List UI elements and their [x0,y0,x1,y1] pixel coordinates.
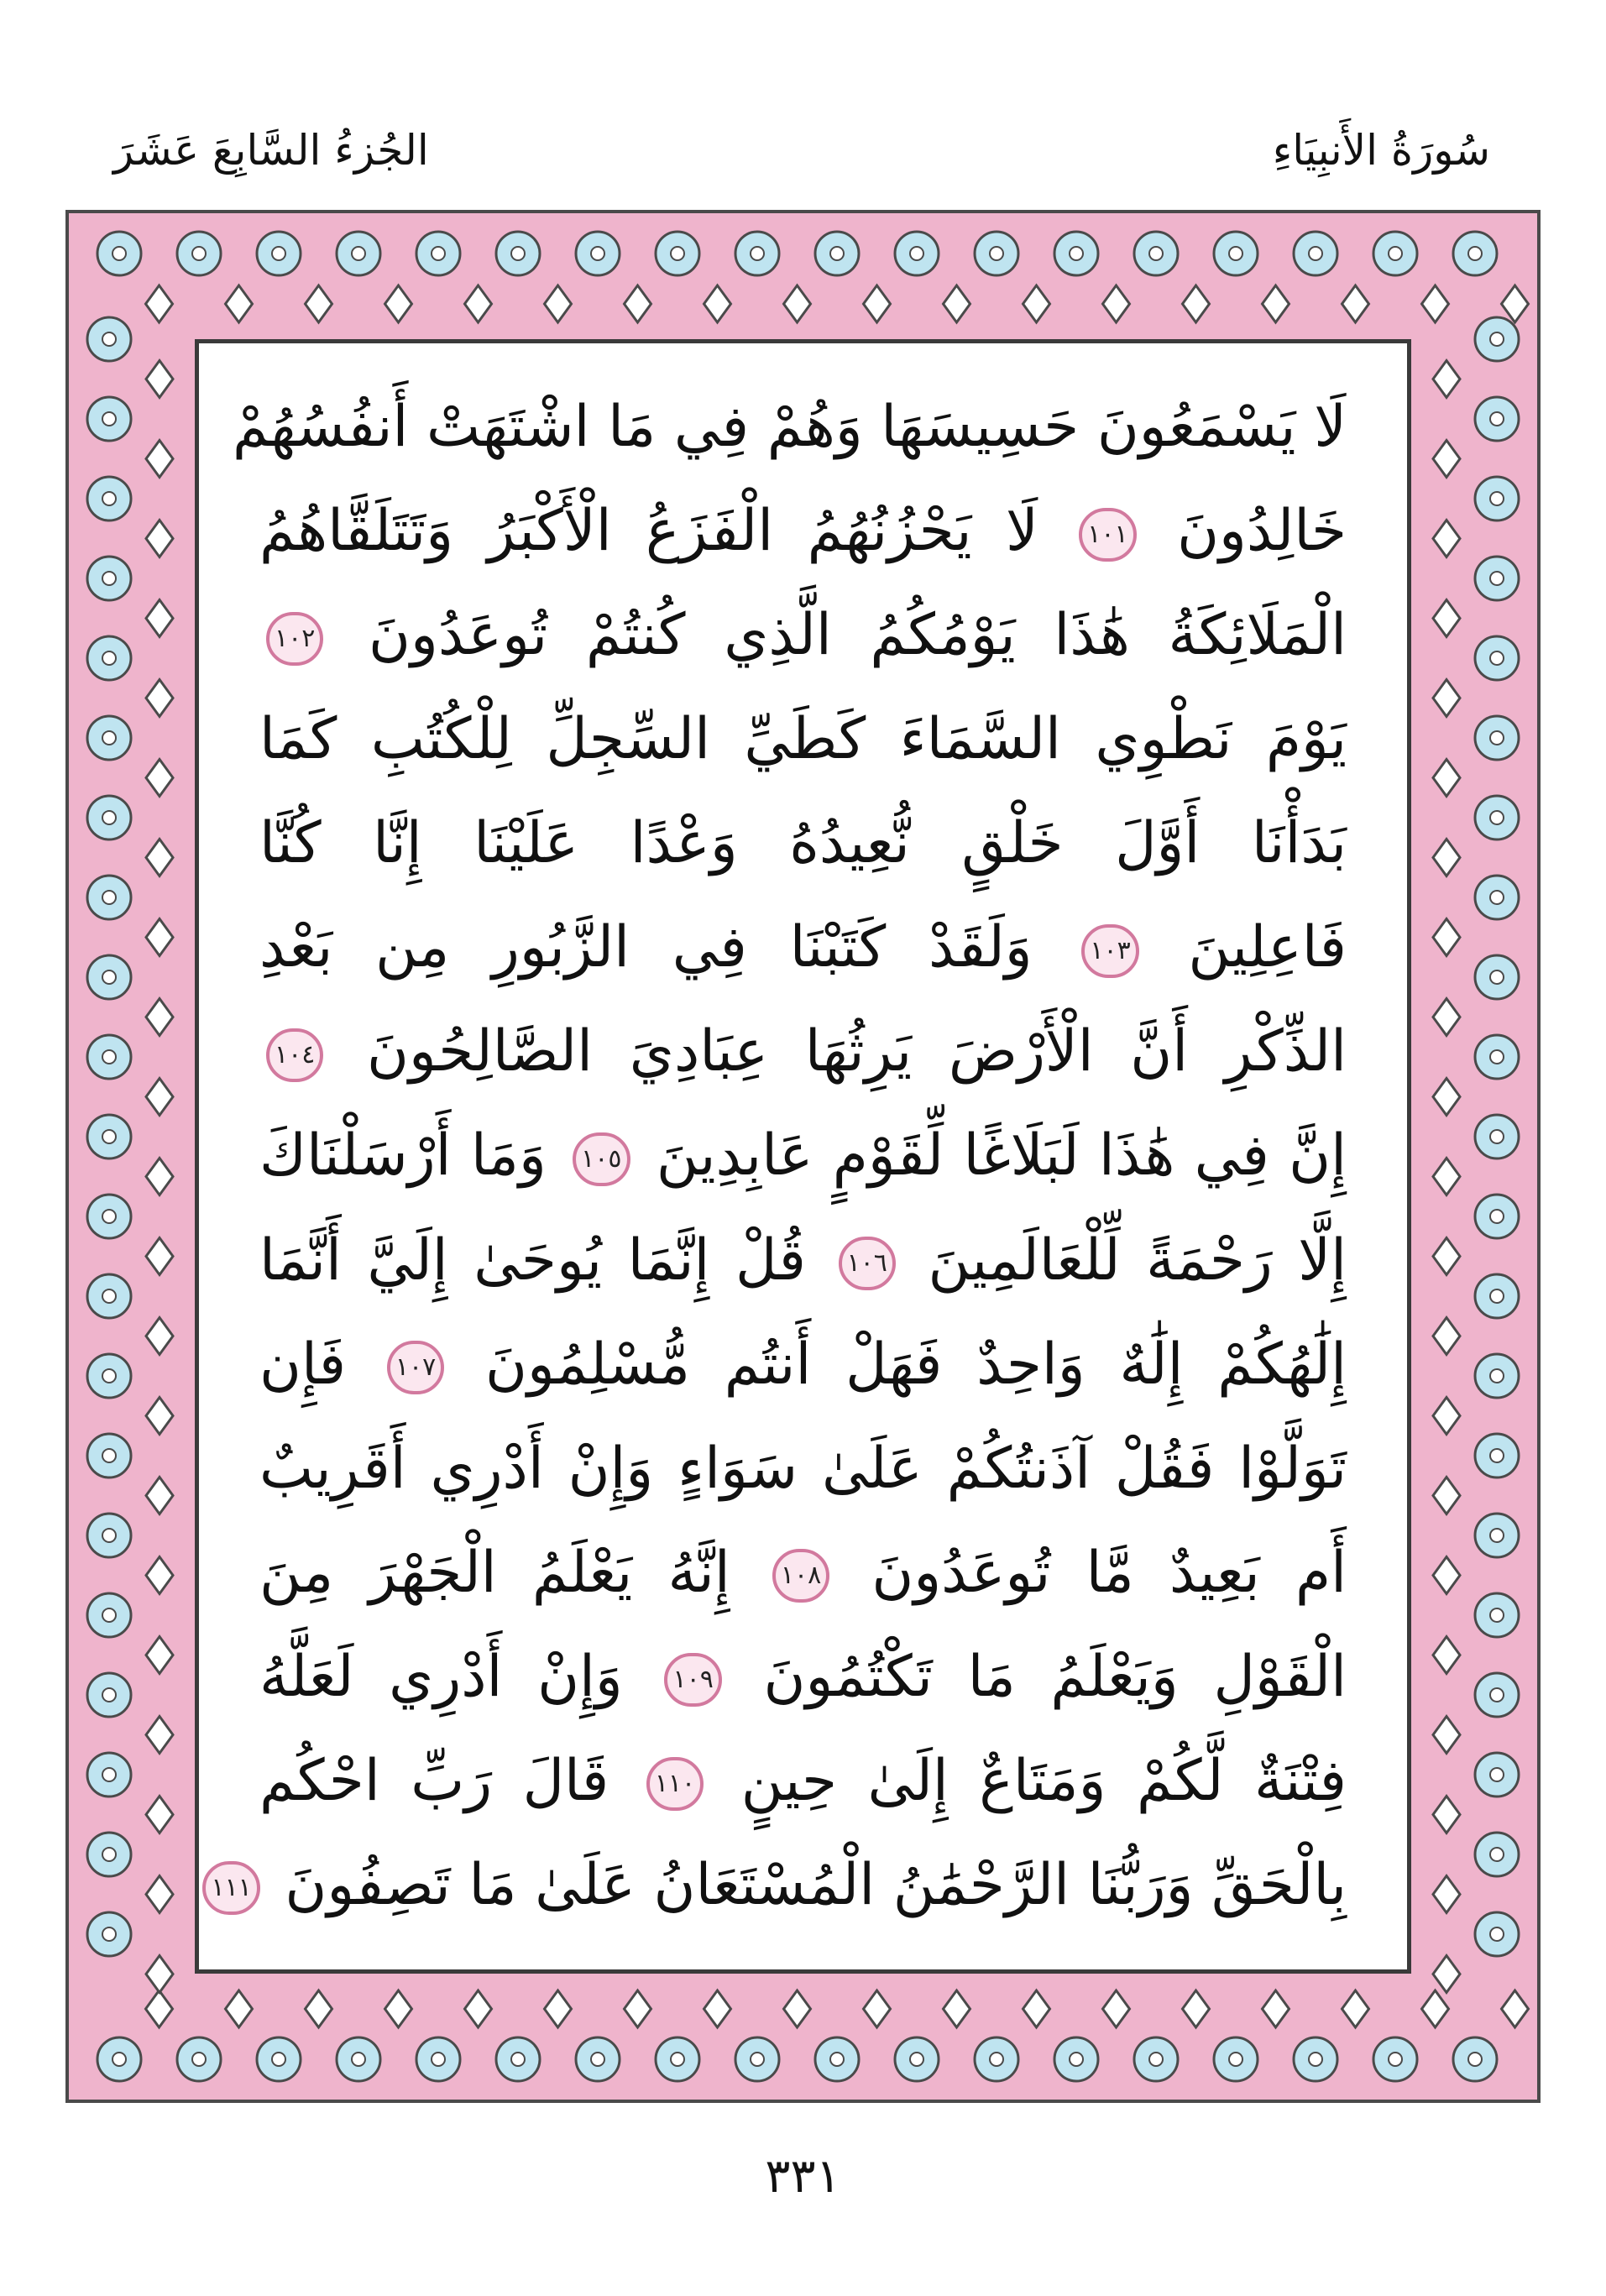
flower-center-icon [1490,1608,1504,1622]
flower-center-icon [102,412,116,426]
lozenge-ornament-icon [625,285,651,322]
text-line [259,1731,1347,1832]
verse-text: لَا يَحْزُنُهُمُ الْفَزَعُ الْأَكْبَرُ وَتَتَلَقَّاهُمُ [259,498,1038,565]
flower-center-icon [352,247,365,260]
flower-center-icon [102,1688,116,1702]
flower-center-icon [1490,731,1504,745]
lozenge-ornament-icon [864,285,891,322]
lozenge-ornament-icon [944,1990,970,2027]
flower-center-icon [1389,2053,1402,2066]
lozenge-ornament-icon [1433,441,1460,478]
lozenge-ornament-icon [146,760,173,797]
flower-center-icon [1490,412,1504,426]
verse-text: إِنَّ فِي هَٰذَا لَبَلَاغًا لِّقَوْمٍ عَابِدِينَ [656,1122,1347,1190]
flower-center-icon [192,2053,206,2066]
lozenge-ornament-icon [1433,600,1460,637]
lozenge-ornament-icon [944,285,970,322]
flower-center-icon [112,247,126,260]
lozenge-ornament-icon [146,1876,173,1913]
lozenge-ornament-icon [226,1990,253,2027]
verse-text: تَوَلَّوْا فَقُلْ آذَنتُكُمْ عَلَىٰ سَوَاءٍ وَإِنْ أَدْرِي أَقَرِيبٌ [259,1435,1347,1502]
text-panel [195,339,1411,1974]
lozenge-ornament-icon [146,1238,173,1275]
text-line [259,793,1347,894]
verse-text: بَدَأْنَا أَوَّلَ خَلْقٍ نُّعِيدُهُ وَعْدًا عَلَيْنَا إِنَّا كُنَّا [259,810,1347,877]
text-line [259,1523,1347,1624]
ornamental-frame [65,210,1541,2103]
lozenge-ornament-icon [625,1990,651,2027]
lozenge-ornament-icon [146,1318,173,1355]
ayah-number-marker: ١٠٣ [1081,924,1138,978]
flower-center-icon [1490,811,1504,824]
lozenge-ornament-icon [306,285,332,322]
flower-center-icon [1229,247,1242,260]
flower-center-icon [511,247,525,260]
flower-center-icon [1468,2053,1482,2066]
flower-center-icon [102,1927,116,1941]
lozenge-ornament-icon [1433,361,1460,398]
flower-center-icon [1490,332,1504,346]
flower-center-icon [990,2053,1003,2066]
ayah-number-marker: ١١١ [202,1861,259,1915]
text-line [259,1315,1347,1415]
flower-center-icon [511,2053,525,2066]
lozenge-ornament-icon [146,1557,173,1594]
lozenge-ornament-icon [306,1990,332,2027]
flower-center-icon [1490,1289,1504,1303]
verse-text: قَالَ رَبِّ احْكُم [259,1747,609,1814]
flower-center-icon [102,970,116,984]
verse-text: فِتْنَةٌ لَّكُمْ وَمَتَاعٌ إِلَىٰ حِينٍ [740,1747,1347,1814]
lozenge-ornament-icon [146,520,173,557]
lozenge-ornament-icon [146,1637,173,1674]
lozenge-ornament-icon [1433,680,1460,717]
lozenge-ornament-icon [146,285,173,322]
flower-center-icon [102,572,116,585]
quran-text [211,377,1347,1936]
flower-center-icon [1490,572,1504,585]
lozenge-ornament-icon [864,1990,891,2027]
lozenge-ornament-icon [226,285,253,322]
lozenge-ornament-icon [704,285,731,322]
lozenge-ornament-icon [146,1477,173,1514]
lozenge-ornament-icon [1433,1637,1460,1674]
ayah-number-marker: ١٠٨ [772,1549,829,1603]
ayah-number-marker: ١٠٤ [266,1028,323,1082]
flower-center-icon [1309,247,1322,260]
verse-text: الْمَلَائِكَةُ هَٰذَا يَوْمُكُمُ الَّذِي كُنتُمْ تُوعَدُونَ [369,602,1347,669]
ayah-number-marker: ١٠٥ [573,1132,630,1186]
flower-center-icon [1149,247,1163,260]
flower-center-icon [102,1449,116,1462]
flower-center-icon [102,1768,116,1781]
lozenge-ornament-icon [1433,1956,1460,1993]
flower-center-icon [102,811,116,824]
verse-text: وَمَا أَرْسَلْنَاكَ [259,1122,547,1190]
verse-text: وَإِنْ أَدْرِي لَعَلَّهُ [259,1643,623,1710]
flower-center-icon [102,651,116,665]
flower-center-icon [910,247,923,260]
text-line [259,1002,1347,1102]
lozenge-ornament-icon [146,1956,173,1993]
flower-center-icon [102,1848,116,1861]
lozenge-ornament-icon [146,839,173,876]
verse-text: فَاعِلِينَ [1188,914,1347,981]
text-line [259,585,1347,686]
lozenge-ornament-icon [385,285,412,322]
lozenge-ornament-icon [1183,1990,1210,2027]
ayah-number-marker: ١٠٧ [387,1341,444,1394]
flower-center-icon [830,247,844,260]
flower-center-icon [1490,1050,1504,1064]
page-header [113,126,1490,193]
text-line [232,377,1347,478]
flower-center-icon [1149,2053,1163,2066]
flower-center-icon [102,1608,116,1622]
flower-center-icon [1070,247,1083,260]
flower-center-icon [112,2053,126,2066]
ayah-number-marker: ١٠٩ [664,1653,721,1707]
verse-text: يَوْمَ نَطْوِي السَّمَاءَ كَطَيِّ السِّجِلِّ لِلْكُتُبِ كَمَا [259,706,1347,773]
lozenge-ornament-icon [1422,1990,1449,2027]
flower-center-icon [671,2053,684,2066]
lozenge-ornament-icon [1433,1797,1460,1833]
juz-name: الجُزءُ السَّابِعَ عَشَرَ [113,126,429,175]
lozenge-ornament-icon [545,1990,572,2027]
verse-text: قُلْ إِنَّمَا يُوحَىٰ إِلَيَّ أَنَّمَا [259,1226,806,1294]
lozenge-ornament-icon [1422,285,1449,322]
lozenge-ornament-icon [1433,1557,1460,1594]
flower-center-icon [1490,1369,1504,1383]
verse-text: لَا يَسْمَعُونَ حَسِيسَهَا وَهُمْ فِي مَا اشْتَهَتْ أَنفُسُهُمْ [232,394,1347,460]
flower-center-icon [751,247,764,260]
lozenge-ornament-icon [1342,1990,1369,2027]
verse-text: فَإِن [259,1331,347,1398]
lozenge-ornament-icon [1433,1717,1460,1754]
lozenge-ornament-icon [385,1990,412,2027]
flower-center-icon [102,1130,116,1143]
flower-center-icon [1490,1848,1504,1861]
lozenge-ornament-icon [1433,1079,1460,1116]
lozenge-ornament-icon [1183,285,1210,322]
lozenge-ornament-icon [1433,520,1460,557]
lozenge-ornament-icon [1502,285,1529,322]
lozenge-ornament-icon [1433,919,1460,956]
flower-center-icon [1490,492,1504,505]
lozenge-ornament-icon [1023,1990,1050,2027]
flower-center-icon [1490,1529,1504,1542]
lozenge-ornament-icon [146,441,173,478]
lozenge-ornament-icon [1433,1477,1460,1514]
flower-center-icon [102,492,116,505]
lozenge-ornament-icon [1433,760,1460,797]
flower-center-icon [272,247,285,260]
flower-center-icon [1389,247,1402,260]
verse-text: خَالِدُونَ [1177,498,1347,565]
ayah-number-marker: ١٠٢ [266,612,323,666]
flower-center-icon [102,891,116,904]
lozenge-ornament-icon [146,680,173,717]
page-number: ٣٣١ [765,2149,841,2204]
lozenge-ornament-icon [1433,839,1460,876]
lozenge-ornament-icon [465,285,492,322]
lozenge-ornament-icon [146,919,173,956]
flower-center-icon [591,2053,604,2066]
text-line [259,689,1347,790]
flower-center-icon [1070,2053,1083,2066]
verse-text: إِنَّهُ يَعْلَمُ الْجَهْرَ مِنَ [259,1539,730,1606]
flower-center-icon [432,247,445,260]
lozenge-ornament-icon [146,1398,173,1435]
ayah-number-marker: ١٠٦ [839,1237,896,1290]
lozenge-ornament-icon [704,1990,731,2027]
flower-center-icon [751,2053,764,2066]
lozenge-ornament-icon [1433,1398,1460,1435]
flower-center-icon [352,2053,365,2066]
text-line [259,1419,1347,1519]
lozenge-ornament-icon [1433,999,1460,1036]
flower-center-icon [1490,970,1504,984]
lozenge-ornament-icon [146,1079,173,1116]
verse-text: الْقَوْلِ وَيَعْلَمُ مَا تَكْتُمُونَ [763,1643,1347,1710]
flower-center-icon [990,247,1003,260]
verse-text: إِلَٰهُكُمْ إِلَٰهٌ وَاحِدٌ فَهَلْ أَنتُم مُّسْلِمُونَ [485,1331,1347,1398]
flower-center-icon [1490,1449,1504,1462]
lozenge-ornament-icon [1433,1876,1460,1913]
text-line [259,1627,1347,1728]
flower-center-icon [1468,247,1482,260]
ayah-number-marker: ١١٠ [646,1757,704,1811]
flower-center-icon [102,332,116,346]
lozenge-ornament-icon [146,1158,173,1195]
text-line [259,1211,1347,1311]
flower-center-icon [272,2053,285,2066]
flower-center-icon [102,1210,116,1223]
flower-center-icon [1490,1927,1504,1941]
text-line [259,481,1347,582]
lozenge-ornament-icon [784,1990,811,2027]
lozenge-ornament-icon [1023,285,1050,322]
lozenge-ornament-icon [784,285,811,322]
text-line [259,897,1347,998]
flower-center-icon [102,731,116,745]
text-line [211,1835,1347,1936]
lozenge-ornament-icon [1502,1990,1529,2027]
surah-name: سُورَةُ الأَنبِيَاءِ [1272,126,1490,175]
lozenge-ornament-icon [146,999,173,1036]
flower-center-icon [1229,2053,1242,2066]
lozenge-ornament-icon [1103,1990,1130,2027]
flower-center-icon [910,2053,923,2066]
flower-center-icon [102,1289,116,1303]
flower-center-icon [1490,1130,1504,1143]
flower-center-icon [1490,1210,1504,1223]
lozenge-ornament-icon [465,1990,492,2027]
flower-center-icon [102,1050,116,1064]
verse-text: أَم بَعِيدٌ مَّا تُوعَدُونَ [871,1539,1347,1606]
flower-center-icon [1309,2053,1322,2066]
verse-text: إِلَّا رَحْمَةً لِّلْعَالَمِينَ [928,1226,1347,1294]
lozenge-ornament-icon [1342,285,1369,322]
flower-center-icon [1490,1768,1504,1781]
lozenge-ornament-icon [1263,285,1290,322]
flower-center-icon [1490,1688,1504,1702]
lozenge-ornament-icon [146,600,173,637]
flower-center-icon [102,1369,116,1383]
text-line [259,1106,1347,1206]
flower-center-icon [591,247,604,260]
flower-center-icon [830,2053,844,2066]
verse-text: بِالْحَقِّ وَرَبُّنَا الرَّحْمَٰنُ الْمُسْتَعَانُ عَلَىٰ مَا تَصِفُونَ [285,1851,1347,1918]
lozenge-ornament-icon [146,1990,173,2027]
flower-center-icon [1490,891,1504,904]
ayah-number-marker: ١٠١ [1079,508,1136,562]
lozenge-ornament-icon [146,1717,173,1754]
verse-text: الذِّكْرِ أَنَّ الْأَرْضَ يَرِثُهَا عِبَادِيَ الصَّالِحُونَ [367,1018,1347,1085]
lozenge-ornament-icon [1263,1990,1290,2027]
lozenge-ornament-icon [545,285,572,322]
lozenge-ornament-icon [146,361,173,398]
lozenge-ornament-icon [1433,1318,1460,1355]
verse-text: وَلَقَدْ كَتَبْنَا فِي الزَّبُورِ مِن بَعْدِ [259,914,1033,981]
flower-center-icon [671,247,684,260]
lozenge-ornament-icon [1433,1238,1460,1275]
flower-center-icon [102,1529,116,1542]
flower-center-icon [192,247,206,260]
flower-center-icon [432,2053,445,2066]
lozenge-ornament-icon [1433,1158,1460,1195]
flower-center-icon [1490,651,1504,665]
lozenge-ornament-icon [1103,285,1130,322]
lozenge-ornament-icon [146,1797,173,1833]
